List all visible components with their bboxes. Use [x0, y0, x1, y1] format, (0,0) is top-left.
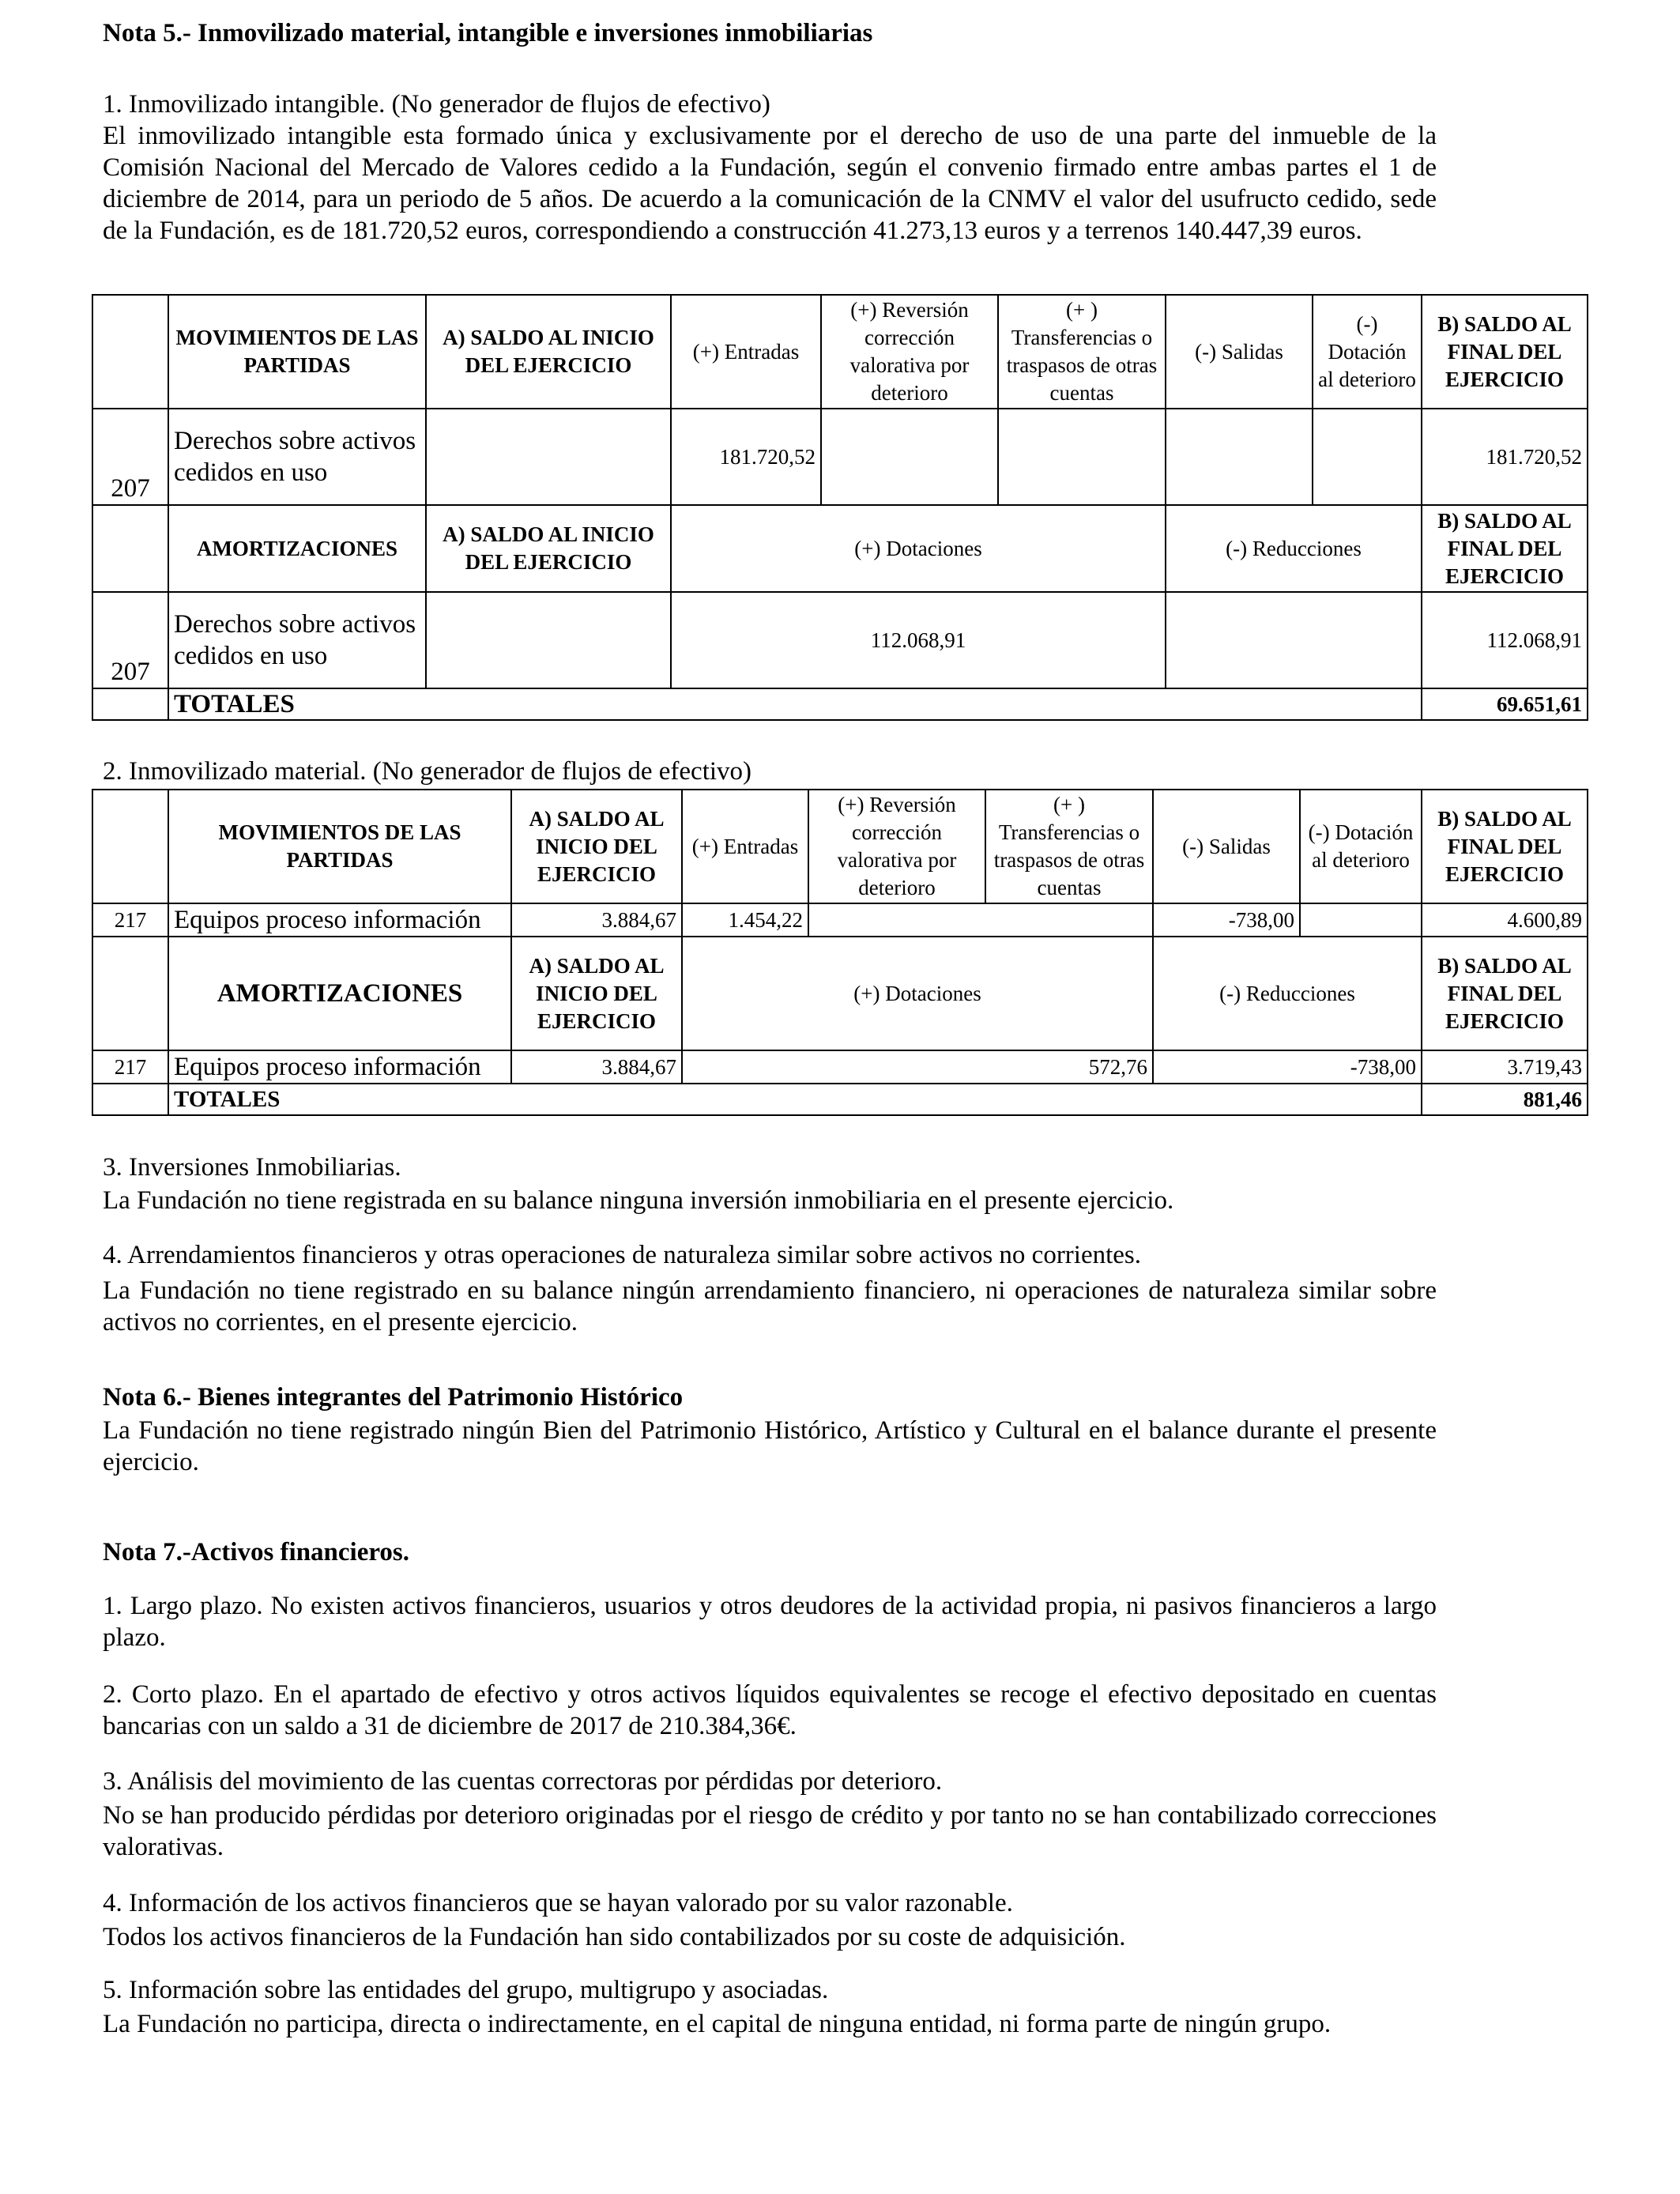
saldo-inicio-value: 3.884,67	[511, 1050, 682, 1084]
empty-cell	[92, 1084, 168, 1115]
empty-cell	[92, 937, 168, 1050]
header-empty-cell	[92, 295, 168, 409]
table-row	[92, 409, 1588, 505]
totales-label: TOTALES	[168, 688, 1422, 720]
dotaciones-value: 572,76	[682, 1050, 1153, 1084]
note5-sec3-text: La Fundación no tiene registrada en su balance ninguna inversión inmobiliaria en el presente ejercicio.	[103, 1186, 1174, 1215]
note5-sec4-text: La Fundación no tiene registrado en su balance ningún arrendamiento financiero, ni operaciones de naturaleza similar sobre activos no corrientes, en el presente ejercicio.	[103, 1276, 1437, 1336]
material-table	[92, 789, 1588, 1116]
intangible-table	[92, 294, 1588, 721]
saldo-final-value: 4.600,89	[1422, 903, 1588, 937]
header-saldo-inicio: A) SALDO AL INICIO DEL EJERCICIO	[426, 295, 671, 409]
saldo-inicio-value: 3.884,67	[511, 903, 682, 937]
dotaciones-value: 112.068,91	[671, 592, 1166, 688]
salidas-value: -738,00	[1153, 903, 1300, 937]
header-entradas: (+) Entradas	[671, 295, 821, 409]
header-saldo-final: B) SALDO AL FINAL DEL EJERCICIO	[1422, 505, 1588, 592]
saldo-final-value: 181.720,52	[1422, 409, 1588, 505]
note7-p4-text: Todos los activos financieros de la Fundación han sido contabilizados por su coste de adquisición.	[103, 1923, 1126, 1951]
table-header-row	[92, 295, 1588, 409]
totales-row	[92, 688, 1588, 720]
saldo-final-value: 112.068,91	[1422, 592, 1588, 688]
note7-title: Nota 7.-Activos financieros.	[103, 1538, 410, 1566]
account-name: Equipos proceso información	[168, 1050, 511, 1084]
header-reducciones: (-) Reducciones	[1166, 505, 1422, 592]
header-saldo-inicio: A) SALDO AL INICIO DEL EJERCICIO	[511, 790, 682, 903]
empty-cell	[1166, 409, 1313, 505]
totales-row	[92, 1084, 1588, 1115]
account-name: Derechos sobre activos cedidos en uso	[168, 409, 426, 505]
table-row	[92, 1050, 1588, 1084]
header-saldo-final: B) SALDO AL FINAL DEL EJERCICIO	[1422, 790, 1588, 903]
empty-cell	[998, 409, 1166, 505]
note5-sec1-text: El inmovilizado intangible esta formado única y exclusivamente por el derecho de uso de una parte del inmueble de la Comisión Nacional del Mercado de Valores cedido a la Fundación, según el convenio firmado entre ambas partes el 1 de diciembre de 2014, para un periodo de 5 años. De acuerdo a la comunicación de la CNMV el valor del usufructo cedido, sede de la Fundación, es de 181.720,52 euros, correspondiendo a construcción 41.273,13 euros y a terrenos 140.447,39 euros.	[103, 122, 1437, 245]
header-reversion: (+) Reversión corrección valorativa por deterioro	[821, 295, 998, 409]
header-amortizaciones: AMORTIZACIONES	[168, 505, 426, 592]
header-saldo-final: B) SALDO AL FINAL DEL EJERCICIO	[1422, 295, 1588, 409]
table-row	[92, 903, 1588, 937]
note7-p1: 1. Largo plazo. No existen activos financieros, usuarios y otros deudores de la actividad propia, ni pasivos financieros a largo plazo.	[103, 1592, 1437, 1652]
header-amortizaciones: AMORTIZACIONES	[168, 937, 511, 1050]
empty-cell	[808, 903, 1153, 937]
account-name: Equipos proceso información	[168, 903, 511, 937]
empty-cell	[426, 592, 671, 688]
totales-value: 69.651,61	[1422, 688, 1588, 720]
note7-p3-heading: 3. Análisis del movimiento de las cuentas correctoras por pérdidas por deterioro.	[103, 1767, 943, 1796]
entradas-value: 181.720,52	[671, 409, 821, 505]
header-salidas: (-) Salidas	[1153, 790, 1300, 903]
note6-text: La Fundación no tiene registrado ningún Bien del Patrimonio Histórico, Artístico y Cultural en el balance durante el presente ejercicio.	[103, 1416, 1437, 1476]
header-saldo-inicio: A) SALDO AL INICIO DEL EJERCICIO	[426, 505, 671, 592]
account-code: 217	[92, 903, 168, 937]
empty-cell	[821, 409, 998, 505]
amortizaciones-header-row	[92, 505, 1588, 592]
table-header-row	[92, 790, 1588, 903]
header-movimientos: MOVIMIENTOS DE LAS PARTIDAS	[168, 295, 426, 409]
empty-cell	[426, 409, 671, 505]
note7-p5-heading: 5. Información sobre las entidades del grupo, multigrupo y asociadas.	[103, 1976, 829, 2004]
header-saldo-final: B) SALDO AL FINAL DEL EJERCICIO	[1422, 937, 1588, 1050]
note5-sec4-heading: 4. Arrendamientos financieros y otras operaciones de naturaleza similar sobre activos no corrientes.	[103, 1241, 1142, 1269]
note7-p5-text: La Fundación no participa, directa o indirectamente, en el capital de ninguna entidad, ni forma parte de ningún grupo.	[103, 2010, 1332, 2038]
header-saldo-inicio: A) SALDO AL INICIO DEL EJERCICIO	[511, 937, 682, 1050]
note7-p3-text: No se han producido pérdidas por deterioro originadas por el riesgo de crédito y por tanto no se han contabilizado correcciones valorativas.	[103, 1801, 1437, 1861]
empty-cell	[92, 688, 168, 720]
table-row	[92, 592, 1588, 688]
header-dotacion-deterioro: (-) Dotación al deterioro	[1313, 295, 1422, 409]
note5-sec3-heading: 3. Inversiones Inmobiliarias.	[103, 1153, 401, 1182]
reducciones-value: -738,00	[1153, 1050, 1422, 1084]
note5-sec1-heading: 1. Inmovilizado intangible. (No generador de flujos de efectivo)	[103, 90, 770, 119]
header-transferencias: (+ ) Transferencias o traspasos de otras cuentas	[998, 295, 1166, 409]
empty-cell	[92, 505, 168, 592]
note5-sec2-heading: 2. Inmovilizado material. (No generador de flujos de efectivo)	[103, 757, 752, 786]
header-movimientos: MOVIMIENTOS DE LAS PARTIDAS	[168, 790, 511, 903]
amortizaciones-header-row	[92, 937, 1588, 1050]
totales-value: 881,46	[1422, 1084, 1588, 1115]
saldo-final-value: 3.719,43	[1422, 1050, 1588, 1084]
note5-title: Nota 5.- Inmovilizado material, intangible e inversiones inmobiliarias	[103, 19, 873, 47]
empty-cell	[1166, 592, 1422, 688]
totales-label: TOTALES	[168, 1084, 1422, 1115]
empty-cell	[1300, 903, 1422, 937]
header-dotacion-deterioro: (-) Dotación al deterioro	[1300, 790, 1422, 903]
header-transferencias: (+ ) Transferencias o traspasos de otras cuentas	[985, 790, 1153, 903]
header-empty-cell	[92, 790, 168, 903]
header-entradas: (+) Entradas	[682, 790, 808, 903]
header-dotaciones: (+) Dotaciones	[682, 937, 1153, 1050]
account-code: 207	[92, 592, 168, 688]
note7-p4-heading: 4. Información de los activos financieros que se hayan valorado por su valor razonable.	[103, 1889, 1013, 1917]
account-code: 207	[92, 409, 168, 505]
account-name: Derechos sobre activos cedidos en uso	[168, 592, 426, 688]
account-code: 217	[92, 1050, 168, 1084]
header-reducciones: (-) Reducciones	[1153, 937, 1422, 1050]
empty-cell	[1313, 409, 1422, 505]
header-dotaciones: (+) Dotaciones	[671, 505, 1166, 592]
note7-p2: 2. Corto plazo. En el apartado de efectivo y otros activos líquidos equivalentes se recoge el efectivo depositado en cuentas bancarias con un saldo a 31 de diciembre de 2017 de 210.384,36€.	[103, 1680, 1437, 1740]
note6-title: Nota 6.- Bienes integrantes del Patrimonio Histórico	[103, 1383, 684, 1412]
header-reversion: (+) Reversión corrección valorativa por deterioro	[808, 790, 985, 903]
header-salidas: (-) Salidas	[1166, 295, 1313, 409]
entradas-value: 1.454,22	[682, 903, 808, 937]
